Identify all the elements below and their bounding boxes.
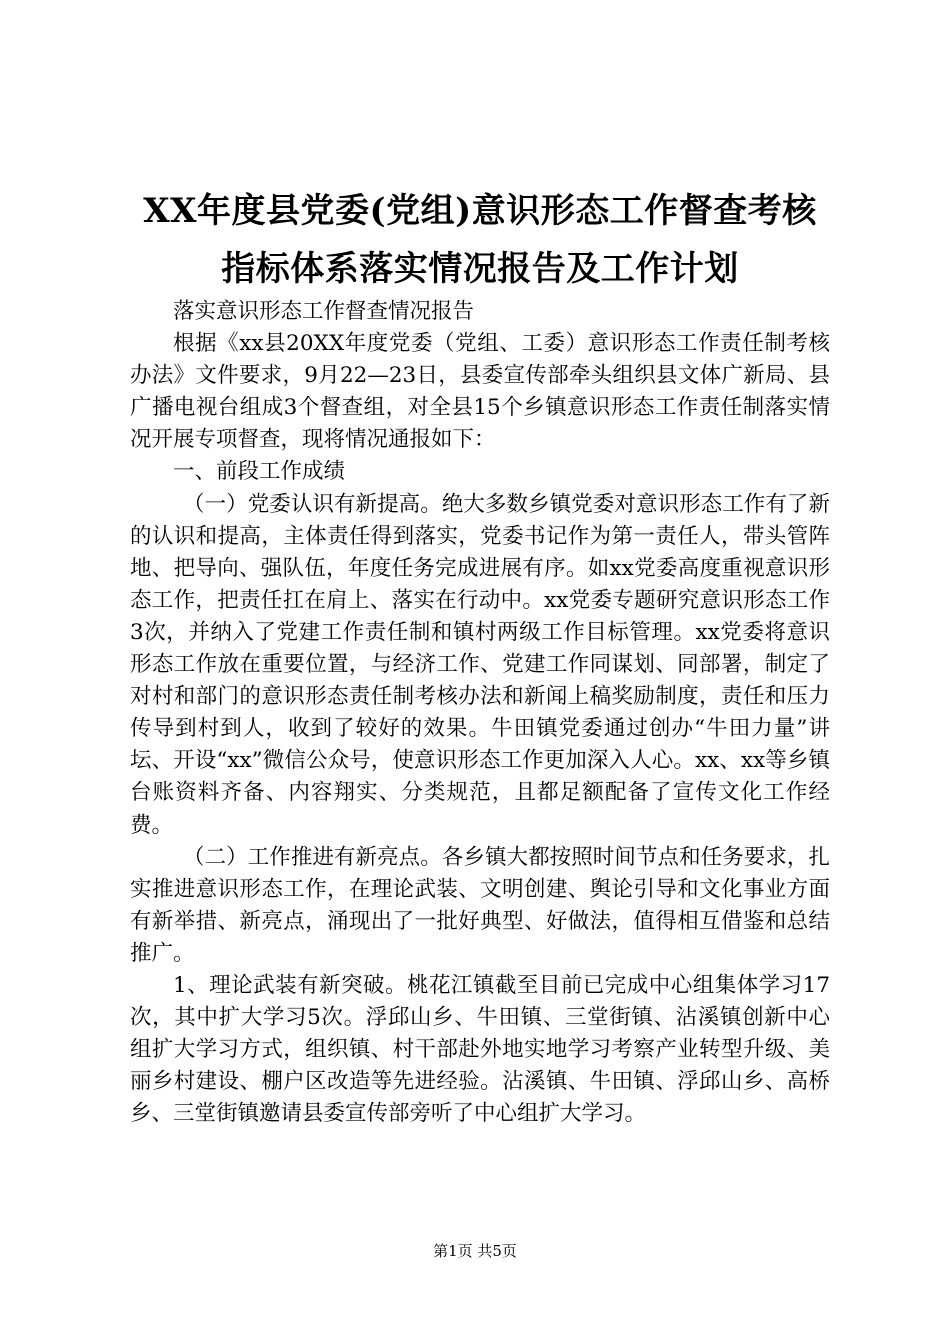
paragraph-work-highlights: （二）工作推进有新亮点。各乡镇大都按照时间节点和任务要求，扎实推进意识形态工作，在理论武装、文明创建、舆论引导和文化事业方面有新举措、新亮点，涌现出了一批好典型、好做法，值得相互借鉴和总结推广。 (130, 844, 830, 966)
paragraph-intro: 根据《xx县20XX年度党委（党组、工委）意识形态工作责任制考核办法》文件要求，9月22—23日，县委宣传部牵头组织县文体广新局、县广播电视台组成3个督查组，对全县15个乡镇意识形态工作责任制落实情况开展专项督查，现将情况通报如下： (130, 331, 830, 453)
document-body (130, 296, 830, 1130)
title-line-2: 指标体系落实情况报告及工作计划 (221, 249, 739, 289)
title-line-1: XX年度县党委(党组)意识形态工作督查考核 (143, 191, 817, 231)
page-footer: 第1页 共5页 (433, 1242, 517, 1260)
paragraph-party-awareness: （一）党委认识有新提高。绝大多数乡镇党委对意识形态工作有了新的认识和提高，主体责任得到落实，党委书记作为第一责任人，带头管阵地、把导向、强队伍，年度任务完成进展有序。如xx党委高度重视意识形态工作，把责任扛在肩上、落实在行动中。xx党委专题研究意识形态工作3次，并纳入了党建工作责任制和镇村两级工作目标管理。xx党委将意识形态工作放在重要位置，与经济工作、党建工作同谋划、同部署，制定了对村和部门的意识形态责任制考核办法和新闻上稿奖励制度，责任和压力传导到村到人，收到了较好的效果。牛田镇党委通过创办“牛田力量”讲坛、开设“xx”微信公众号，使意识形态工作更加深入人心。xx、xx等乡镇台账资料齐备、内容翔实、分类规范，且都足额配备了宣传文化工作经费。 (130, 491, 830, 838)
paragraph-report-heading: 落实意识形态工作督查情况报告 (173, 299, 475, 324)
paragraph-section-heading: 一、前段工作成绩 (173, 459, 346, 485)
document-title (100, 182, 860, 298)
paragraph-theory-breakthrough: 1、理论武装有新突破。桃花江镇截至目前已完成中心组集体学习17次，其中扩大学习5次。浮邱山乡、牛田镇、三堂街镇、沾溪镇创新中心组扩大学习方式，组织镇、村干部赴外地实地学习考察产业转型升级、美丽乡村建设、棚户区改造等先进经验。沾溪镇、牛田镇、浮邱山乡、高桥乡、三堂街镇邀请县委宣传部旁听了中心组扩大学习。 (130, 972, 830, 1127)
